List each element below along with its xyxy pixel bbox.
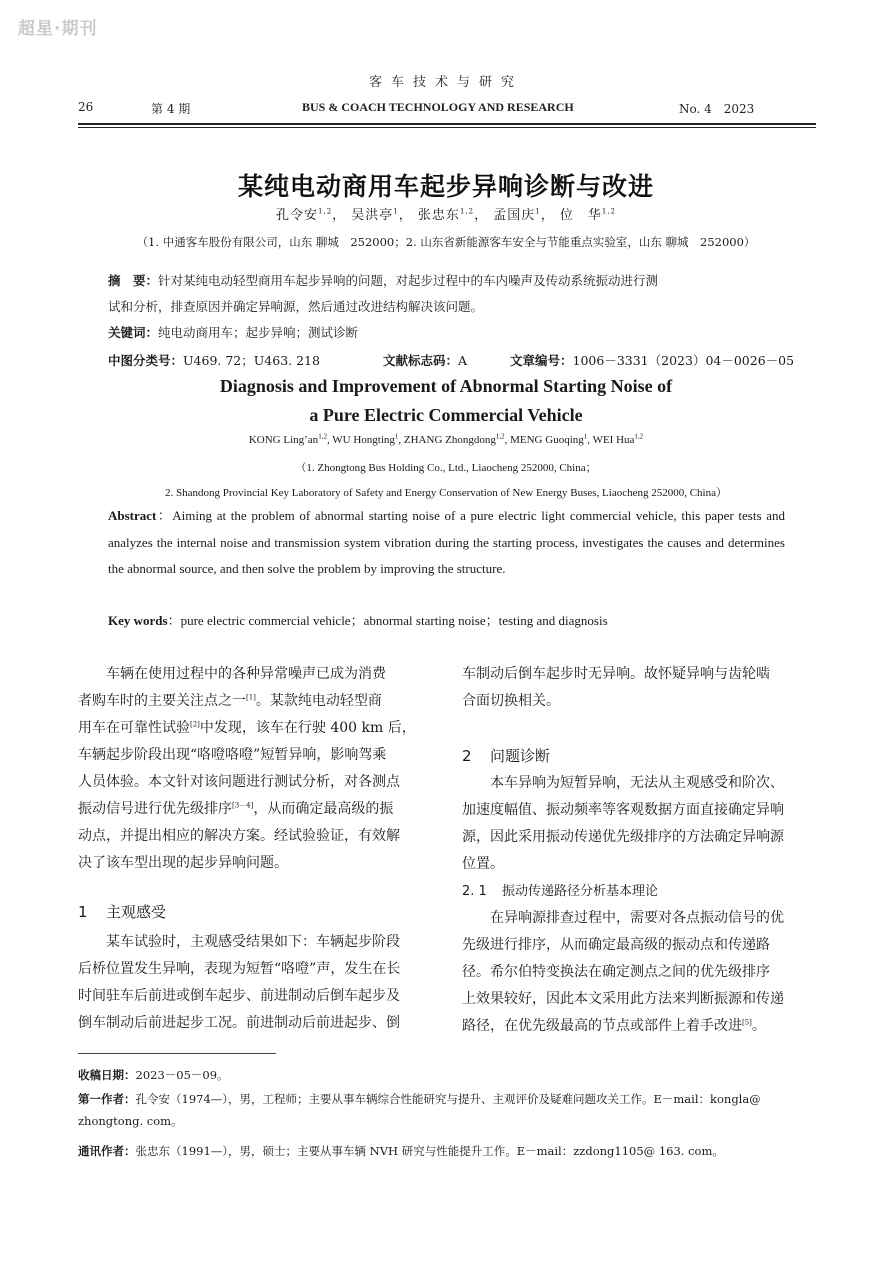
- clc-value: U469. 72；U463. 218: [183, 353, 320, 368]
- author-name-en: WEI Hua: [592, 434, 635, 446]
- watermark-logo: 超星·期刊: [18, 19, 98, 39]
- author-affil-mark: 1,2: [459, 207, 475, 216]
- body-line: 后桥位置发生异响，表现为短暂“咯噔”声，发生在长: [78, 961, 401, 977]
- body-line: 径。希尔伯特变换法在确定测点之间的优先级排序: [462, 964, 770, 980]
- abstract-cn: [108, 268, 788, 320]
- section-heading-2-1: 2. 1 振动传递路径分析基本理论: [462, 884, 659, 899]
- issue-cn: 第 4 期: [151, 102, 191, 116]
- author-name-en: MENG Guoqing: [510, 434, 584, 446]
- body-line: 先级进行排序，从而确定最高级的振动点和传递路: [462, 937, 770, 953]
- author-affil-mark: 1,2: [318, 207, 333, 216]
- header-rule: [78, 123, 816, 125]
- body-line: 用车在可靠性试验[2]中发现，该车在行驶 400 km 后，: [78, 720, 416, 736]
- body-line: 源，因此采用振动传递优先级排序的方法确定异响源: [462, 829, 784, 845]
- footnote-label: 第一作者：: [78, 1092, 136, 1106]
- keywords-cn-label: 关键词：: [108, 325, 159, 340]
- citation: [3－4]: [232, 801, 254, 810]
- author-affil-mark: 1,2: [634, 432, 644, 441]
- body-line: 车辆在使用过程中的各种异常噪声已成为消费: [106, 666, 386, 682]
- author-list-en: KONG Ling’an$^{1,2}$, WU Hongting$^1$, ZHANG Zhongdong$^{1,2}$, MENG Guoqing$^1$, WEI Hua$^{1,2}$: [248, 432, 644, 446]
- body-line: 本车异响为短暂异响，无法从主观感受和阶次、: [490, 775, 784, 791]
- author-name-en: KONG Ling’an: [248, 434, 319, 446]
- paper-title: 某纯电动商用车起步异响诊断与改进: [237, 172, 654, 201]
- citation: [2]: [190, 720, 200, 729]
- author-affil-mark: 1: [393, 207, 399, 216]
- section-heading-1: 1 主观感受: [78, 903, 167, 921]
- author-affil-mark: 1,2: [318, 432, 327, 441]
- article-id: [510, 351, 794, 369]
- keywords-cn-text: 纯电动商用车；起步异响；测试诊断: [158, 325, 359, 340]
- abstract-cn-text: 试和分析，排查原因并确定异响源，然后通过改进结构解决该问题。: [108, 299, 484, 314]
- body-line: 路径，在优先级最高的节点或部件上着手改进[5]。: [462, 1018, 766, 1034]
- citation: [5]: [742, 1018, 752, 1027]
- body-line: 振动信号进行优先级排序[3－4]，从而确定最高级的振: [78, 801, 394, 817]
- abstract-en-label: Abstract: [108, 508, 157, 523]
- body-line: 动点，并提出相应的解决方案。经试验验证，有效解: [78, 828, 400, 844]
- author-affil-mark: 1,2: [601, 207, 616, 216]
- clc-label: 中图分类号：: [108, 353, 184, 368]
- footnote-text: zhongtong. com。: [78, 1114, 183, 1128]
- footnote-text: 2023－05－09。: [135, 1068, 229, 1082]
- article-id-label: 文章编号：: [510, 353, 573, 368]
- article-id-value: 1006－3331（2023）04－0026－05: [572, 353, 795, 368]
- body-line: 上效果较好，因此本文采用此方法来判断振源和传递: [462, 991, 784, 1007]
- author-name: 吴洪亭: [351, 208, 394, 223]
- author-name-en: WU Hongting: [332, 434, 395, 446]
- footnote-text: 孔令安（1974—），男，工程师；主要从事车辆综合性能研究与提升、主观评价及疑难问题攻关工作。E－mail：kongla@: [135, 1092, 761, 1106]
- body-line: 位置。: [462, 856, 504, 872]
- keywords-en-text: ：pure electric commercial vehicle；abnormal starting noise；testing and diagnosis: [167, 613, 608, 628]
- body-line: 合面切换相关。: [462, 693, 560, 709]
- body-line: 决了该车型出现的起步异响问题。: [78, 855, 288, 871]
- footnote-label: 通讯作者：: [78, 1144, 136, 1158]
- author-name: 位 华: [559, 208, 602, 223]
- author-list: 孔令安$^{1,2}$， 吴洪亭$^1$， 张忠东$^{1,2}$， 孟国庆$^1$， 位 华$^{1,2}$: [276, 207, 616, 223]
- section-heading-2: 2 问题诊断: [462, 747, 551, 765]
- author-name-en: ZHANG Zhongdong: [403, 434, 496, 446]
- author-affil-mark: 1,2: [495, 432, 505, 441]
- body-line: 车制动后倒车起步时无异响。故怀疑异响与齿轮啮: [462, 666, 770, 682]
- author-affil-mark: 1: [394, 432, 399, 441]
- right-column: [462, 661, 818, 1040]
- body-line: 时间驻车后前进或倒车起步、前进制动后倒车起步及: [78, 988, 400, 1004]
- body-line: 加速度幅值、振动频率等客观数据方面直接确定异响: [462, 802, 784, 818]
- body-line: 某车试验时，主观感受结果如下：车辆起步阶段: [106, 934, 400, 950]
- author-name: 孟国庆: [493, 208, 536, 223]
- footnote-received: [78, 1064, 818, 1086]
- footnote-text: 张忠东（1991—），男，硕士；主要从事车辆 NVH 研究与性能提升工作。E－mail：zzdong1105@ 163. com。: [135, 1144, 724, 1158]
- citation: [1]: [246, 693, 256, 702]
- doc-code-value: A: [458, 353, 468, 368]
- left-column: [78, 661, 434, 1037]
- body-line: 人员体验。本文针对该问题进行测试分析，对各测点: [78, 774, 400, 790]
- journal-name-en: BUS & COACH TECHNOLOGY AND RESEARCH: [302, 100, 574, 114]
- journal-name-cn: 客车技术与研究: [368, 75, 523, 90]
- body-line: 在异响源排查过程中，需要对各点振动信号的优: [490, 910, 784, 926]
- body-line: 者购车时的主要关注点之一[1]。某款纯电动轻型商: [78, 693, 382, 709]
- author-name: 张忠东: [417, 208, 460, 223]
- header-rule-thin: [78, 127, 816, 128]
- body-line: 倒车制动后前进起步工况。前进制动后前进起步、倒: [78, 1015, 400, 1031]
- document-code: [383, 351, 467, 369]
- issue-en: No. 4 2023: [679, 102, 755, 116]
- affiliation-en-line2: 2. Shandong Provincial Key Laboratory of Safety and Energy Conservation of New Energy Buses, Liaocheng 252000, China）: [164, 487, 727, 499]
- author-affil-mark: 1: [535, 207, 541, 216]
- author-affil-mark: 1: [583, 432, 588, 441]
- page-number: 26: [78, 100, 94, 114]
- doc-code-label: 文献标志码：: [383, 353, 459, 368]
- affiliation-en: （1. Zhongtong Bus Holding Co., Ltd., Liaocheng 252000, China；: [295, 462, 597, 474]
- affiliation-cn: （1. 中通客车股份有限公司，山东 聊城 252000；2. 山东省新能源客车安全与节能重点实验室，山东 聊城 252000）: [136, 235, 756, 249]
- abstract-cn-text: 针对某纯电动轻型商用车起步异响的问题，对起步过程中的车内噪声及传动系统振动进行测: [158, 273, 659, 288]
- paper-title-en-line2: a Pure Electric Commercial Vehicle: [309, 405, 583, 425]
- footnote-label: 收稿日期：: [78, 1068, 136, 1082]
- keywords-cn: [108, 320, 788, 346]
- footnote-rule: [78, 1053, 276, 1054]
- footnote-first-author: [78, 1088, 818, 1132]
- author-name: 孔令安: [276, 208, 319, 223]
- clc-number: [108, 351, 320, 369]
- abstract-cn-label: 摘 要：: [108, 273, 159, 288]
- footnote-corresponding: [78, 1140, 818, 1162]
- keywords-en: [108, 608, 785, 635]
- paper-title-en: Diagnosis and Improvement of Abnormal Starting Noise of: [219, 376, 673, 396]
- abstract-en-text: ：Aiming at the problem of abnormal starting noise of a pure electric light commercial vehicle, this paper tests and analyzes the internal noise and transmission system vibration during the starting process, investigates the causes and determines the abnormal source, and then solve the problem by improving the structure.: [108, 508, 785, 576]
- abstract-en: [108, 503, 785, 583]
- keywords-en-label: Key words: [108, 613, 168, 628]
- body-line: 车辆起步阶段出现“咯噔咯噔”短暂异响，影响驾乘: [78, 747, 387, 763]
